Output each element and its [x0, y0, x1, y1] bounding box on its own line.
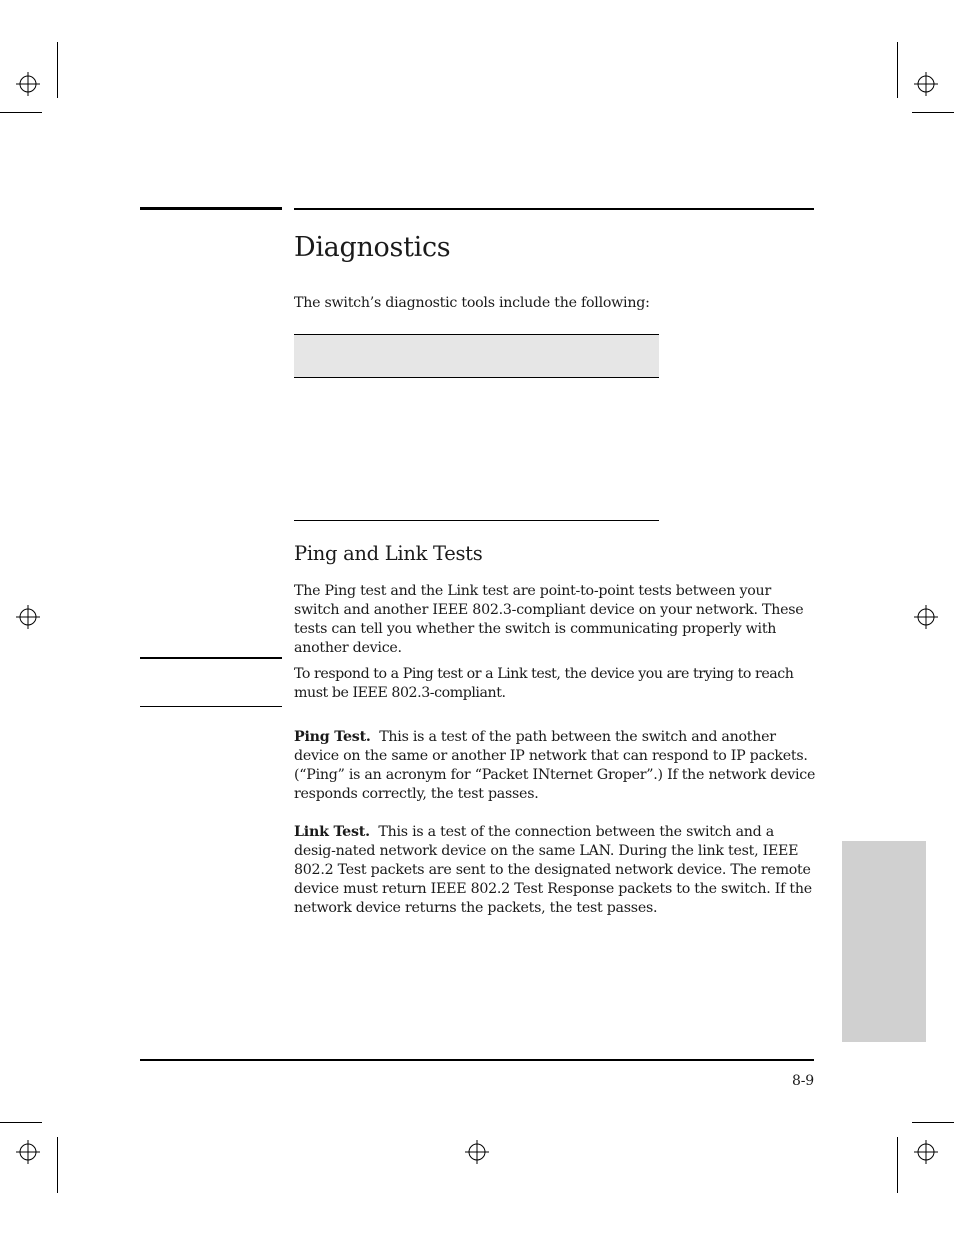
- crop-mark: [57, 1137, 58, 1193]
- page-title: Diagnostics: [294, 232, 451, 263]
- crop-mark: [57, 42, 58, 98]
- link-test-label: Link Test.: [294, 824, 370, 840]
- margin-rule: [140, 207, 282, 210]
- registration-mark-icon: [16, 72, 40, 96]
- registration-mark-icon: [16, 605, 40, 629]
- registration-mark-icon: [914, 1140, 938, 1164]
- diagnostic-tools-table: [294, 334, 659, 522]
- intro-paragraph: The switch’s diagnostic tools include the following:: [294, 295, 650, 311]
- link-test-text: This is a test of the connection between the switch and a desig-nated network device on the same LAN. During the link test, IEEE 802.2 Test packets are sent to the designated network device. The remote device must return IEEE 802.2 Test Response packets to the switch. If the network device returns the packets, the test passes.: [294, 824, 812, 916]
- crop-mark: [897, 42, 898, 98]
- registration-mark-icon: [465, 1140, 489, 1164]
- crop-mark: [0, 112, 42, 113]
- ping-test-text: This is a test of the path between the switch and another device on the same or another IP network that can respond to IP packets. (“Ping” is an acronym for “Packet INternet Groper”.) If the network device responds correctly, the test passes.: [294, 729, 816, 802]
- table-header-row: [294, 334, 659, 378]
- registration-mark-icon: [16, 1140, 40, 1164]
- ping-test-label: Ping Test.: [294, 729, 371, 745]
- crop-mark: [912, 1122, 954, 1123]
- note-rule-bottom: [140, 706, 282, 707]
- note-text: To respond to a Ping test or a Link test, the device you are trying to reach must be IEEE 802.3-compliant.: [294, 666, 794, 701]
- page-number: 8-9: [792, 1073, 814, 1089]
- chapter-thumb-tab: [842, 841, 926, 1042]
- section-intro-paragraph: The Ping test and the Link test are point-to-point tests between your switch and another IEEE 802.3-compliant device on your network. These tests can tell you whether the switch is communicating properly with another device.: [294, 583, 804, 656]
- crop-mark: [897, 1137, 898, 1193]
- header-rule: [294, 208, 814, 210]
- crop-mark: [912, 112, 954, 113]
- table-bottom-rule: [294, 520, 659, 521]
- section-heading: Ping and Link Tests: [294, 542, 483, 565]
- note-rule-top: [140, 657, 282, 659]
- link-test-paragraph: [294, 823, 816, 918]
- registration-mark-icon: [914, 605, 938, 629]
- ping-test-paragraph: [294, 728, 816, 804]
- registration-mark-icon: [914, 72, 938, 96]
- footer-rule: [140, 1059, 814, 1061]
- crop-mark: [0, 1122, 42, 1123]
